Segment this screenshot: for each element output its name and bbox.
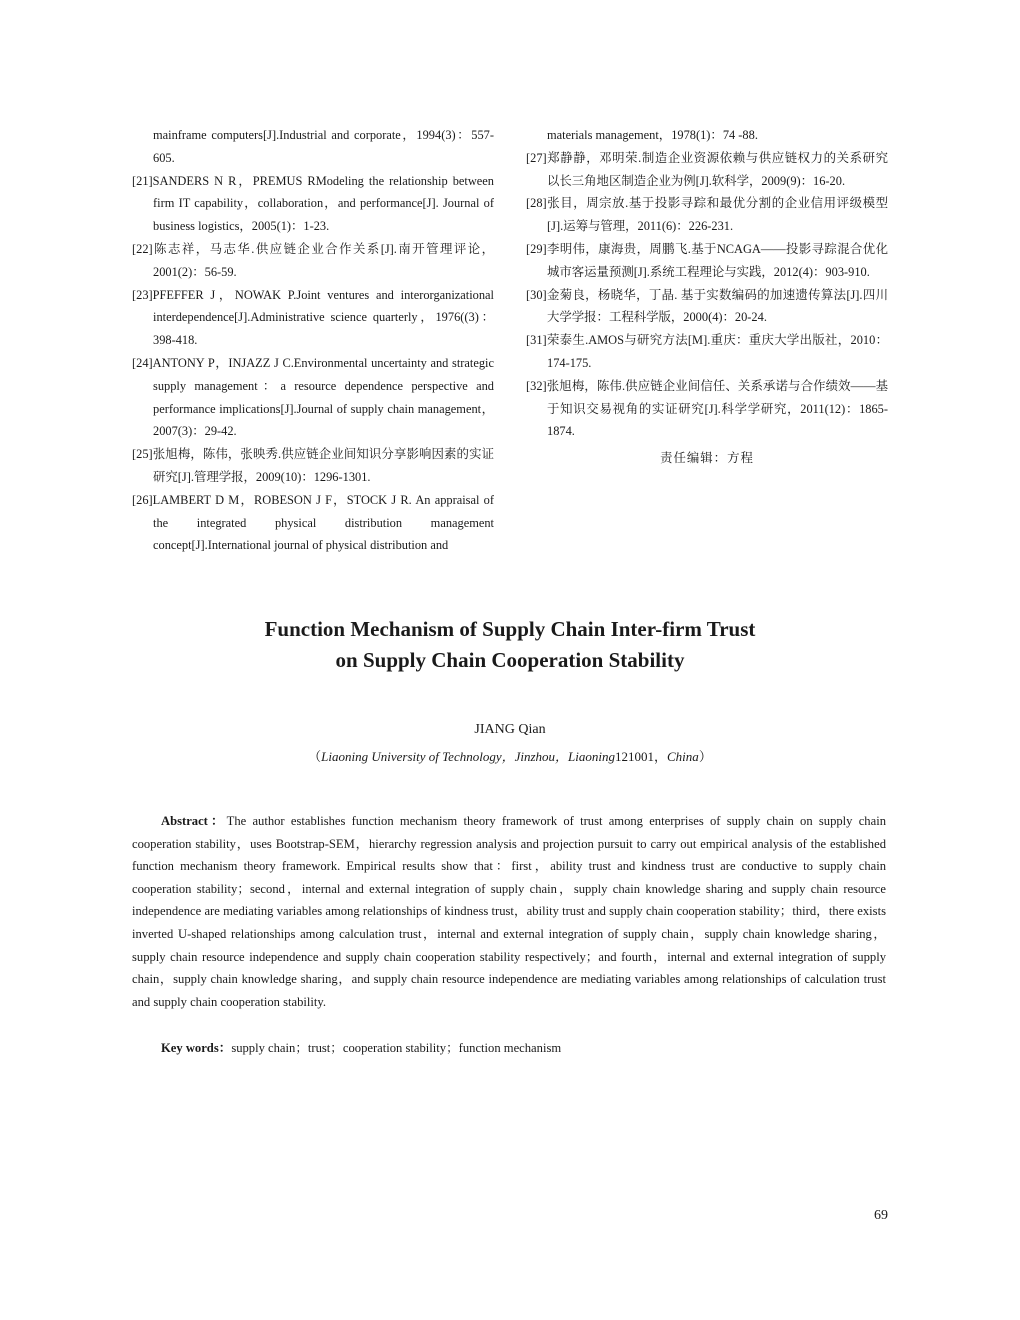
ref-21: [21]SANDERS N R，PREMUS RModeling the relationship between firm IT capability，collaboration，and performance[J]. Journal of business logistics，2005(1)：1-23. — [132, 173, 494, 234]
affiliation-institution: Liaoning University of Technology，Jinzhou，Liaoning — [321, 749, 615, 764]
ref-24: [24]ANTONY P，INJAZZ J C.Environmental uncertainty and strategic supply management：a resource dependence perspective and performance implications[J].Journal of supply chain management，2007(3)：29-42. — [132, 355, 494, 439]
references-right-column — [526, 124, 913, 470]
affiliation-postcode: 121001， — [615, 749, 668, 764]
abstract-label: Abstract： — [161, 814, 227, 828]
ref-31: [31]荣泰生.AMOS与研究方法[M].重庆：重庆大学出版社，2010：174-175. — [526, 333, 888, 370]
title-line-1: Function Mechanism of Supply Chain Inter-firm Trust — [264, 617, 756, 641]
author-name: JIANG Qian — [474, 722, 546, 737]
ref-22: [22]陈志祥，马志华.供应链企业合作关系[J].南开管理评论，2001(2)：56-59. — [132, 241, 494, 279]
ref-cont-top: mainframe computers[J].Industrial and corporate，1994(3)：557-605. — [153, 128, 494, 165]
references-left-column — [132, 124, 494, 557]
ref-29: [29]李明伟，康海贵，周鹏飞.基于NCAGA——投影寻踪混合优化城市客运量预测[J].系统工程理论与实践，2012(4)：903-910. — [526, 241, 888, 279]
english-title — [110, 614, 910, 676]
ref-27: [27]郑静静，邓明荣.制造企业资源依赖与供应链权力的关系研究 以长三角地区制造企业为例[J].软科学，2009(9)：16-20. — [526, 150, 913, 188]
page-number: 69 — [874, 1208, 888, 1223]
abstract — [132, 810, 886, 1013]
keywords-label: Key words： — [161, 1041, 232, 1055]
title-line-2: on Supply Chain Cooperation Stability — [335, 648, 685, 672]
ref-cont-26: materials management，1978(1)：74 -88. — [547, 128, 758, 142]
responsible-editor: 责任编辑：方程 — [660, 451, 754, 466]
ref-28: [28]张目，周宗放.基于投影寻踪和最优分割的企业信用评级模型[J].运筹与管理，2011(6)：226-231. — [526, 196, 888, 234]
abstract-text: The author establishes function mechanism theory framework of trust among enterprises of supply chain on supply chain cooperation stability，uses Bootstrap-SEM，hierarchy regression analysis and projection pursuit to carry out empirical analysis of the established function mechanism theory framework. Empirical results show that：first，ability trust and kindness trust are conductive to supply chain cooperation stability；second，internal and external integration of supply chain，supply chain knowledge sharing and supply chain resource independence are mediating variables among relationships of kindness trust，ability trust and supply chain cooperation stability；third，there exists inverted U-shaped relationships among calculation trust，internal and external integration of supply chain，supply chain knowledge sharing，supply chain resource independence and supply chain cooperation stability respectively；and fourth，internal and external integration of supply chain，supply chain knowledge sharing，and supply chain resource independence are mediating variables among relationships of calculation trust and supply chain cooperation stability. — [132, 814, 886, 1009]
keywords — [132, 1037, 886, 1059]
ref-26: [26]LAMBERT D M，ROBESON J F，STOCK J R. An appraisal of the integrated physical distribution management concept[J].International journal of physical distribution and — [132, 492, 494, 553]
keywords-text: supply chain；trust；cooperation stability；function mechanism — [231, 1041, 562, 1055]
author-affiliation: （Liaoning University of Technology，Jinzhou，Liaoning121001，China） — [308, 749, 712, 764]
ref-25: [25]张旭梅，陈伟，张映秀.供应链企业间知识分享影响因素的实证研究[J].管理学报，2009(10)：1296-1301. — [132, 447, 494, 484]
ref-32: [32]张旭梅，陈伟.供应链企业间信任、关系承诺与合作绩效——基于知识交易视角的实证研究[J].科学学研究，2011(12)：1865-1874. — [526, 378, 888, 439]
ref-23: [23]PFEFFER J，NOWAK P.Joint ventures and interorganizational interdependence[J].Administrative science quarterly，1976((3)：398-418. — [132, 287, 494, 348]
ref-30: [30]金菊良，杨晓华，丁晶. 基于实数编码的加速遗传算法[J].四川大学学报：工程科学版，2000(4)：20-24. — [526, 287, 888, 325]
affiliation-country: China — [667, 749, 699, 764]
